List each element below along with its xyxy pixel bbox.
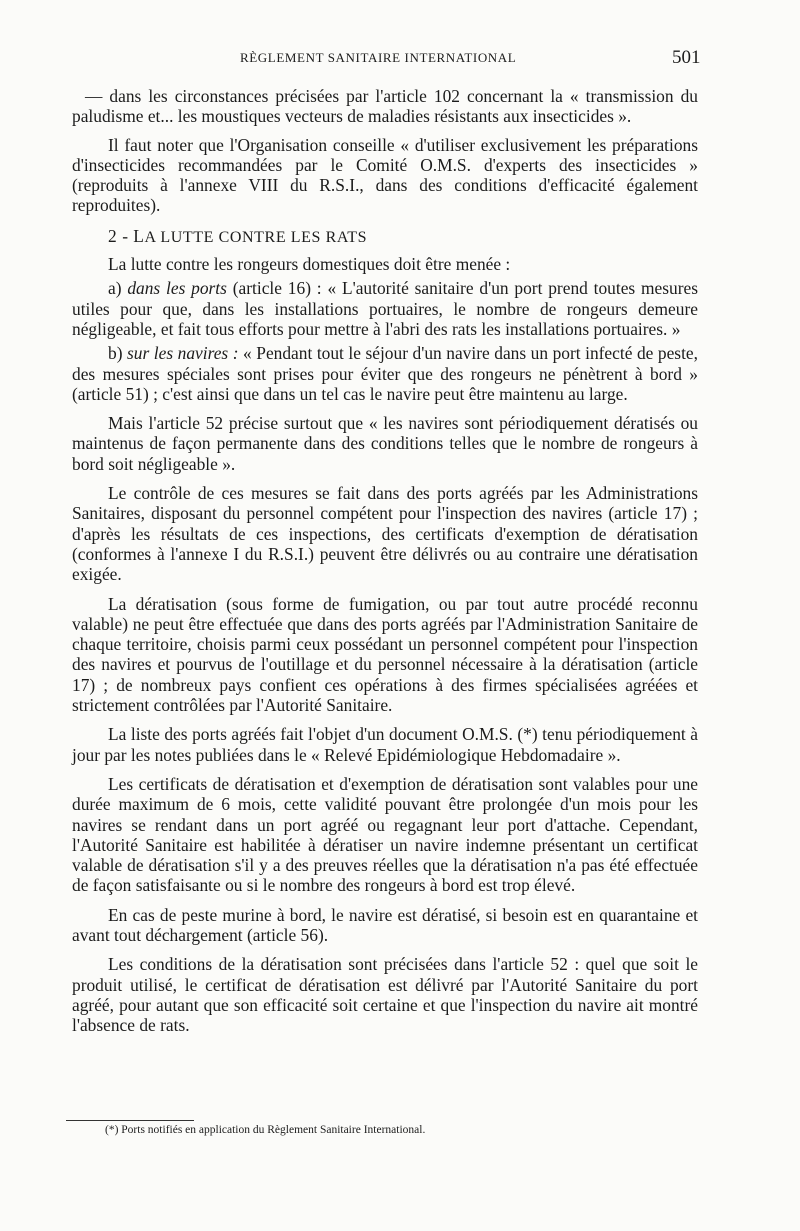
section-number: 2 - bbox=[108, 225, 129, 246]
list-item-a bbox=[72, 278, 698, 339]
section-title-initial: L bbox=[133, 225, 145, 246]
paragraph: La dératisation (sous forme de fumigation, ou par tout autre procédé reconnu valable) ne peut être effectuée que dans des ports agréés par l'Administration Sanitaire de chaque territoire, choisis parmi ceux possédant un personnel compétent pour l'inspection des navires et pourvus de l'outillage et du personnel nécessaire à la dératisation (article 17) ; de nombreux pays confient ces opérations à des firmes spécialisées agréées et strictement contrôlées par l'Autorité Sanitaire. bbox=[72, 593, 698, 716]
paragraph: Mais l'article 52 précise surtout que « les navires sont périodiquement dératisés ou maintenus de façon permanente dans des conditions telles que le nombre de rongeurs à bord soit négligeable ». bbox=[72, 413, 698, 474]
paragraph: La liste des ports agréés fait l'objet d'un document O.M.S. (*) tenu périodiquement à jour par les notes publiées dans le « Relevé Epidémiologique Hebdomadaire ». bbox=[72, 724, 698, 765]
paragraph: La lutte contre les rongeurs domestiques doit être menée : bbox=[108, 254, 511, 275]
footnote: (*) Ports notifiés en application du Règlement Sanitaire International. bbox=[105, 1124, 426, 1136]
paragraph: Il faut noter que l'Organisation conseille « d'utiliser exclusivement les préparations d'insecticides recommandées par le Comité O.M.S. d'experts des insecticides » (reproduits à l'annexe VIII du R.S.I., dans des conditions d'efficacité également reproduites). bbox=[72, 134, 698, 216]
list-item-b bbox=[72, 343, 698, 404]
item-text: « Pendant tout le séjour d'un navire dans un port infecté de peste, des mesures spéciales sont prises pour éviter que des rongeurs ne pénètrent à bord » (article 51) ; c'est ainsi que dans un tel cas le navire peut être maintenu au large. bbox=[72, 343, 698, 404]
item-label: a) bbox=[108, 278, 122, 299]
body-text bbox=[72, 86, 698, 1044]
paragraph: — dans les circonstances précisées par l'article 102 concernant la « transmission du paludisme et... les moustiques vecteurs de maladies résistants aux insecticides ». bbox=[72, 86, 698, 127]
section-title: A LUTTE CONTRE LES RATS bbox=[144, 228, 368, 246]
paragraph: En cas de peste murine à bord, le navire est dératisé, si besoin est en quarantaine et avant tout déchargement (article 56). bbox=[72, 904, 698, 945]
paragraph: Le contrôle de ces mesures se fait dans des ports agréés par les Administrations Sanitaires, disposant du personnel compétent pour l'inspection des navires (article 17) ; d'après les résultats de ces inspections, des certificats d'exemption de dératisation (conformes à l'annexe I du R.S.I.) peuvent être délivrés ou au contraire une dératisation exigée. bbox=[72, 483, 698, 585]
page-number: 501 bbox=[672, 47, 701, 68]
paragraph: Les certificats de dératisation et d'exemption de dératisation sont valables pour une durée maximum de 6 mois, cette validité pouvant être prolongée d'un mois pour les navires se rendant dans un port agréé ou regagnant leur port d'attache. Cependant, l'Autorité Sanitaire est habilitée à dératiser un navire indemne présentant un certificat valable de dératisation s'il y a des preuves réelles que la dératisation n'a pas été effectuée de façon satisfaisante ou si le nombre des rongeurs à bord est trop élevé. bbox=[72, 773, 698, 896]
paragraph: Les conditions de la dératisation sont précisées dans l'article 52 : quel que soit le produit utilisé, le certificat de dératisation est délivré par l'Autorité Sanitaire du port agréé, pour autant que son efficacité soit certaine et que l'inspection du navire ait montré l'absence de rats. bbox=[72, 954, 698, 1036]
item-text: (article 16) : « L'autorité sanitaire d'un port prend toutes mesures utiles pour que, dans les installations portuaires, le nombre de rongeurs demeure négligeable, et fait tous efforts pour mettre à l'abri des rats les installations portuaires. » bbox=[72, 278, 698, 339]
section-heading bbox=[72, 226, 698, 248]
item-heading: sur les navires : bbox=[127, 343, 239, 364]
running-head: RÈGLEMENT SANITAIRE INTERNATIONAL bbox=[240, 50, 517, 65]
item-label: b) bbox=[108, 343, 123, 364]
item-heading: dans les ports bbox=[127, 278, 227, 299]
footnote-divider bbox=[66, 1120, 194, 1121]
